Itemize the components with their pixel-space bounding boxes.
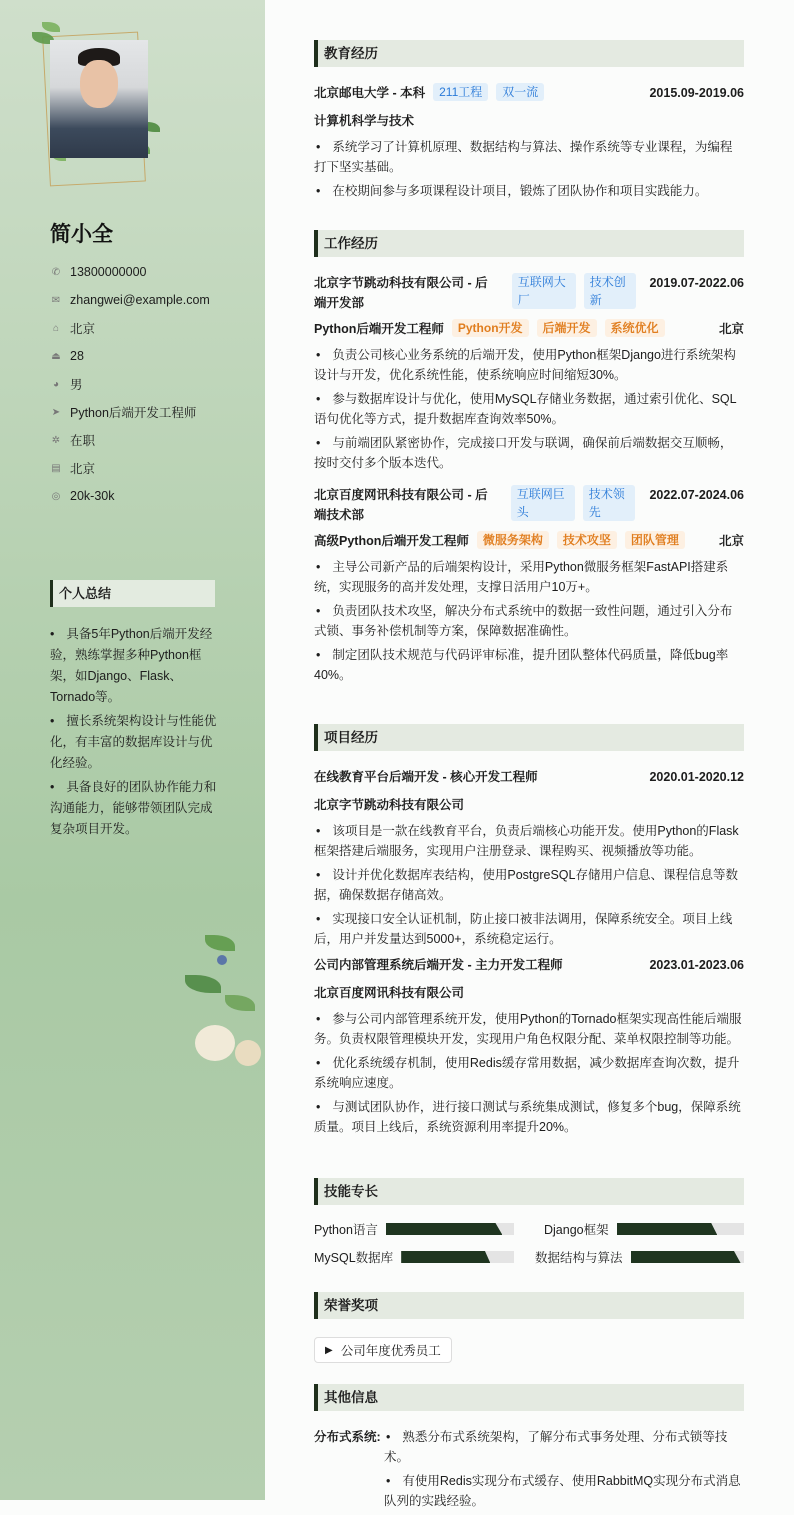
list-item: • 参与数据库设计与优化，使用MySQL存储业务数据，通过索引优化、SQL语句优化等方式，提升数据库查询效率50%。 [314,389,744,429]
section-heading: 教育经历 [314,40,744,67]
list-item: • 在校期间参与多项课程设计项目，锻炼了团队协作和项目实践能力。 [314,181,744,201]
project-name: 公司内部管理系统后端开发 - 主力开发工程师 [314,958,563,972]
date: 2020.01-2020.12 [649,770,744,784]
tag: 后端开发 [537,319,597,337]
skill-bar-fill [386,1223,503,1235]
candidate-name: 简小全 [50,223,113,246]
section-heading: 其他信息 [314,1384,744,1411]
company-name: 北京百度网讯科技有限公司 - 后端技术部 [314,488,488,522]
list-item: • 擅长系统架构设计与性能优化，有丰富的数据库设计与优化经验。 [50,714,217,770]
phone-icon: ✆ [51,266,61,278]
skills-section [314,1178,744,1267]
job-entry [314,273,744,473]
skill-bar-fill [617,1223,718,1235]
list-item: • 制定团队技术规范与代码评审标准，提升团队整体代码质量，降低bug率40%。 [314,645,744,685]
tag: 技术创新 [584,273,636,309]
section-heading: 荣誉奖项 [314,1292,744,1319]
home-icon: ⌂ [52,322,60,334]
job-role: 高级Python后端开发工程师 [314,534,469,548]
date: 2022.07-2024.06 [649,488,744,502]
education-section [314,40,744,205]
other-section [314,1384,744,1515]
list-item: • 系统学习了计算机原理、数据结构与算法、操作系统等专业课程，为编程打下坚实基础。 [314,137,744,177]
contact-phone: ✆ 13800000000 [51,265,147,279]
contact-salary: ◎ 20k-30k [51,489,115,503]
contact-gender: ◕ 男 [50,370,210,398]
skill-bar-fill [631,1251,741,1263]
skill-item: MySQL数据库 [314,1247,514,1267]
contact-email: ✉ zhangwei@example.com [51,293,210,307]
skill-bar [617,1223,744,1235]
projects-section [314,724,744,1141]
sidebar [0,0,265,1500]
job-city: 北京 [718,534,744,548]
tag: 系统优化 [605,319,665,337]
list-item: • 参与公司内部管理系统开发，使用Python的Tornado框架实现高性能后端服务。负责权限管理模块开发，实现用户角色权限分配、菜单权限控制等功能。 [314,1009,744,1049]
skill-bar [631,1251,744,1263]
project-name: 在线教育平台后端开发 - 核心开发工程师 [314,770,538,784]
job-city: 北京 [718,322,744,336]
salary-icon: ◎ [51,490,61,502]
contact-position: ➤ Python后端开发工程师 [51,406,197,420]
skill-bar [386,1223,514,1235]
triangle-right-icon: ▶ [325,1344,333,1356]
section-heading: 工作经历 [314,230,744,257]
status-icon: ✲ [51,434,61,446]
age-icon: ⏏ [51,350,61,362]
list-item: • 熟悉分布式系统架构，了解分布式事务处理、分布式锁等技术。 [384,1427,744,1467]
avatar [50,40,148,158]
contact-list [50,258,210,510]
tag: 技术领先 [583,485,635,521]
flower-decoration [175,925,265,1085]
gender-icon: ◕ [52,378,60,390]
tag: 双一流 [496,83,544,101]
list-item: • 实现接口安全认证机制，防止接口被非法调用，保障系统安全。项目上线后，用户并发量达到5000+，系统稳定运行。 [314,909,744,949]
contact-status: ✲ 在职 [51,434,96,448]
award-item[interactable]: ▶ 公司年度优秀员工 [314,1337,452,1363]
list-item: • 与测试团队协作，进行接口测试与系统集成测试，修复多个bug，保障系统质量。项目上线后，系统资源利用率提升20%。 [314,1097,744,1137]
work-section [314,230,744,689]
tag: Python开发 [452,319,529,337]
skill-bar [401,1251,514,1263]
tag: 微服务架构 [477,531,549,549]
job-entry [314,485,744,685]
list-item: • 设计并优化数据库表结构，使用PostgreSQL存储用户信息、课程信息等数据，确保数据存储高效。 [314,865,744,905]
tag: 互联网大厂 [512,273,576,309]
project-entry [314,767,744,949]
company-name: 北京字节跳动科技有限公司 - 后端开发部 [314,276,488,310]
list-item: • 该项目是一款在线教育平台，负责后端核心功能开发。使用Python的Flask框架搭建后端服务，实现用户注册登录、课程购买、视频播放等功能。 [314,821,744,861]
skill-item: Python语言 [314,1219,514,1239]
summary-heading: 个人总结 [50,580,215,607]
mail-icon: ✉ [51,294,61,306]
project-entry [314,955,744,1137]
list-item: • 负责公司核心业务系统的后端开发，使用Python框架Django进行系统架构设计与开发，优化系统性能，使系统响应时间缩短30%。 [314,345,744,385]
list-item: • 与前端团队紧密协作，完成接口开发与联调，确保前后端数据交互顺畅，按时交付多个版本迭代。 [314,433,744,473]
contact-age: ⏏ 28 [51,349,84,363]
tag: 互联网巨头 [511,485,575,521]
list-item: • 负责团队技术攻坚，解决分布式系统中的数据一致性问题，通过引入分布式锁、事务补偿机制等方案，保障数据准确性。 [314,601,744,641]
contact-city: ▤ 北京 [51,462,96,476]
major: 计算机科学与技术 [314,114,415,128]
date: 2019.07-2022.06 [649,276,744,290]
honors-section [314,1292,744,1363]
summary-list [50,624,218,843]
tag: 211工程 [433,83,488,101]
skill-item: 数据结构与算法 [535,1247,744,1267]
project-company: 北京字节跳动科技有限公司 [314,798,465,812]
section-heading: 技能专长 [314,1178,744,1205]
contact-location: ⌂ 北京 [50,314,210,342]
tag: 技术攻坚 [557,531,617,549]
list-item: • 具备良好的团队协作能力和沟通能力，能够带领团队完成复杂项目开发。 [50,780,217,836]
school-name: 北京邮电大学 - 本科 [314,86,426,100]
position-icon: ➤ [51,406,61,418]
city-icon: ▤ [51,462,61,474]
skill-bar-fill [401,1251,490,1263]
date: 2023.01-2023.06 [649,958,744,972]
list-item: • 优化系统缓存机制，使用Redis缓存常用数据，减少数据库查询次数，提升系统响应速度。 [314,1053,744,1093]
date: 2015.09-2019.06 [649,86,744,100]
list-item: • 具备5年Python后端开发经验，熟练掌握多种Python框架，如Django、Flask、Tornado等。 [50,627,213,704]
tag: 团队管理 [625,531,685,549]
project-company: 北京百度网讯科技有限公司 [314,986,465,1000]
section-heading: 项目经历 [314,724,744,751]
list-item: • 有使用Redis实现分布式缓存、使用RabbitMQ实现分布式消息队列的实践经验。 [384,1471,744,1511]
list-item: • 主导公司新产品的后端架构设计，采用Python微服务框架FastAPI搭建系统，实现服务的高并发处理，支撑日活用户10万+。 [314,557,744,597]
other-label: 分布式系统: [314,1430,381,1444]
job-role: Python后端开发工程师 [314,322,444,336]
skill-item: Django框架 [544,1219,744,1239]
